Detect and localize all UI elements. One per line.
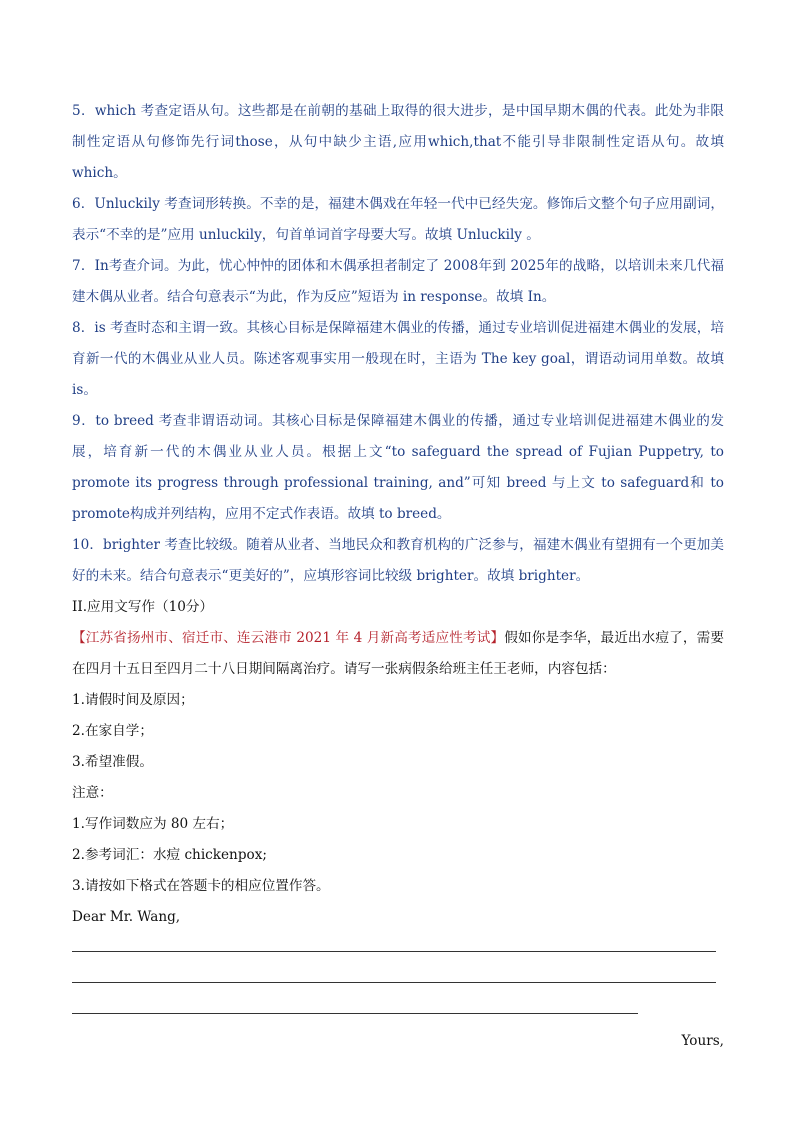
letter-salutation: Dear Mr. Wang, — [72, 909, 181, 925]
answer-explanation: which 考查定语从句。这些都是在前朝的基础上取得的很大进步，是中国早期木偶的代表。此处为非限制性定语从句修饰先行词those，从句中缺少主语,应用which,that不能引导非限制性定语从句。故填 which。 — [72, 103, 724, 181]
note-1: 1.写作词数应为 80 左右； — [72, 816, 234, 832]
task-prompt-text: 假如你是李华，最近出水痘了，需要在四月十五日至四月二十八日期间隔离治疗。请写一张病假条给班主任王老师，内容包括： — [72, 630, 724, 677]
letter-closing: Yours, — [681, 1033, 724, 1049]
answer-line-1 — [72, 933, 724, 964]
answer-8 — [72, 313, 724, 406]
document-content — [72, 96, 724, 1057]
answer-5 — [72, 96, 724, 189]
section-heading: II.应用文写作（10分） — [72, 599, 214, 615]
content-item-2: 2.在家自学； — [72, 723, 153, 739]
notes-label: 注意： — [72, 785, 113, 801]
answer-number: 5． — [72, 103, 95, 119]
answer-6 — [72, 189, 724, 251]
answer-line-2 — [72, 964, 724, 995]
answer-10 — [72, 530, 724, 592]
answer-number: 8． — [72, 320, 95, 336]
answer-explanation: to breed 考查非谓语动词。其核心目标是保障福建木偶业的传播，通过专业培训促进福建木偶业的发展，培育新一代的木偶业从业人员。根据上文“to safeguard the spread of Fujian Puppetry, to promote its progress through professional training, and”可知 breed 与上文 to safeguard和 to promote构成并列结构，应用不定式作表语。故填 to breed。 — [72, 413, 725, 522]
task-prompt — [72, 623, 724, 685]
content-item-1: 1.请假时间及原因； — [72, 692, 194, 708]
note-2: 2.参考词汇：水痘 chickenpox; — [72, 847, 267, 863]
answer-explanation: In考查介词。为此，忧心忡忡的团体和木偶承担者制定了 2008年到 2025年的战略，以培训未来几代福建木偶从业者。结合句意表示“为此，作为反应”短语为 in response。故填 In。 — [72, 258, 724, 305]
answer-explanation: is 考查时态和主谓一致。其核心目标是保障福建木偶业的传播，通过专业培训促进福建木偶业的发展，培育新一代的木偶业从业人员。陈述客观事实用一般现在时，主语为 The key goal，谓语动词用单数。故填is。 — [72, 320, 724, 398]
answer-explanation: brighter 考查比较级。随着从业者、当地民众和教育机构的广泛参与，福建木偶业有望拥有一个更加美好的未来。结合句意表示“更美好的”，应填形容词比较级 brighter。故填 brighter。 — [72, 537, 724, 584]
answer-line-3 — [72, 995, 724, 1026]
answer-number: 9． — [72, 413, 96, 429]
content-item-3: 3.希望准假。 — [72, 754, 153, 770]
note-3: 3.请按如下格式在答题卡的相应位置作答。 — [72, 878, 330, 894]
answer-number: 6． — [72, 196, 95, 212]
answer-7 — [72, 251, 724, 313]
answer-explanation: Unluckily 考查词形转换。不幸的是，福建木偶戏在年轻一代中已经失宠。修饰后文整个句子应用副词，表示“不幸的是”应用 unluckily，句首单词首字母要大写。故填 Unluckily 。 — [72, 196, 725, 243]
answer-9 — [72, 406, 724, 530]
answer-number: 7． — [72, 258, 95, 274]
exam-source: 【江苏省扬州市、宿迁市、连云港市 2021 年 4 月新高考适应性考试】 — [72, 630, 505, 646]
answer-number: 10． — [72, 537, 104, 553]
